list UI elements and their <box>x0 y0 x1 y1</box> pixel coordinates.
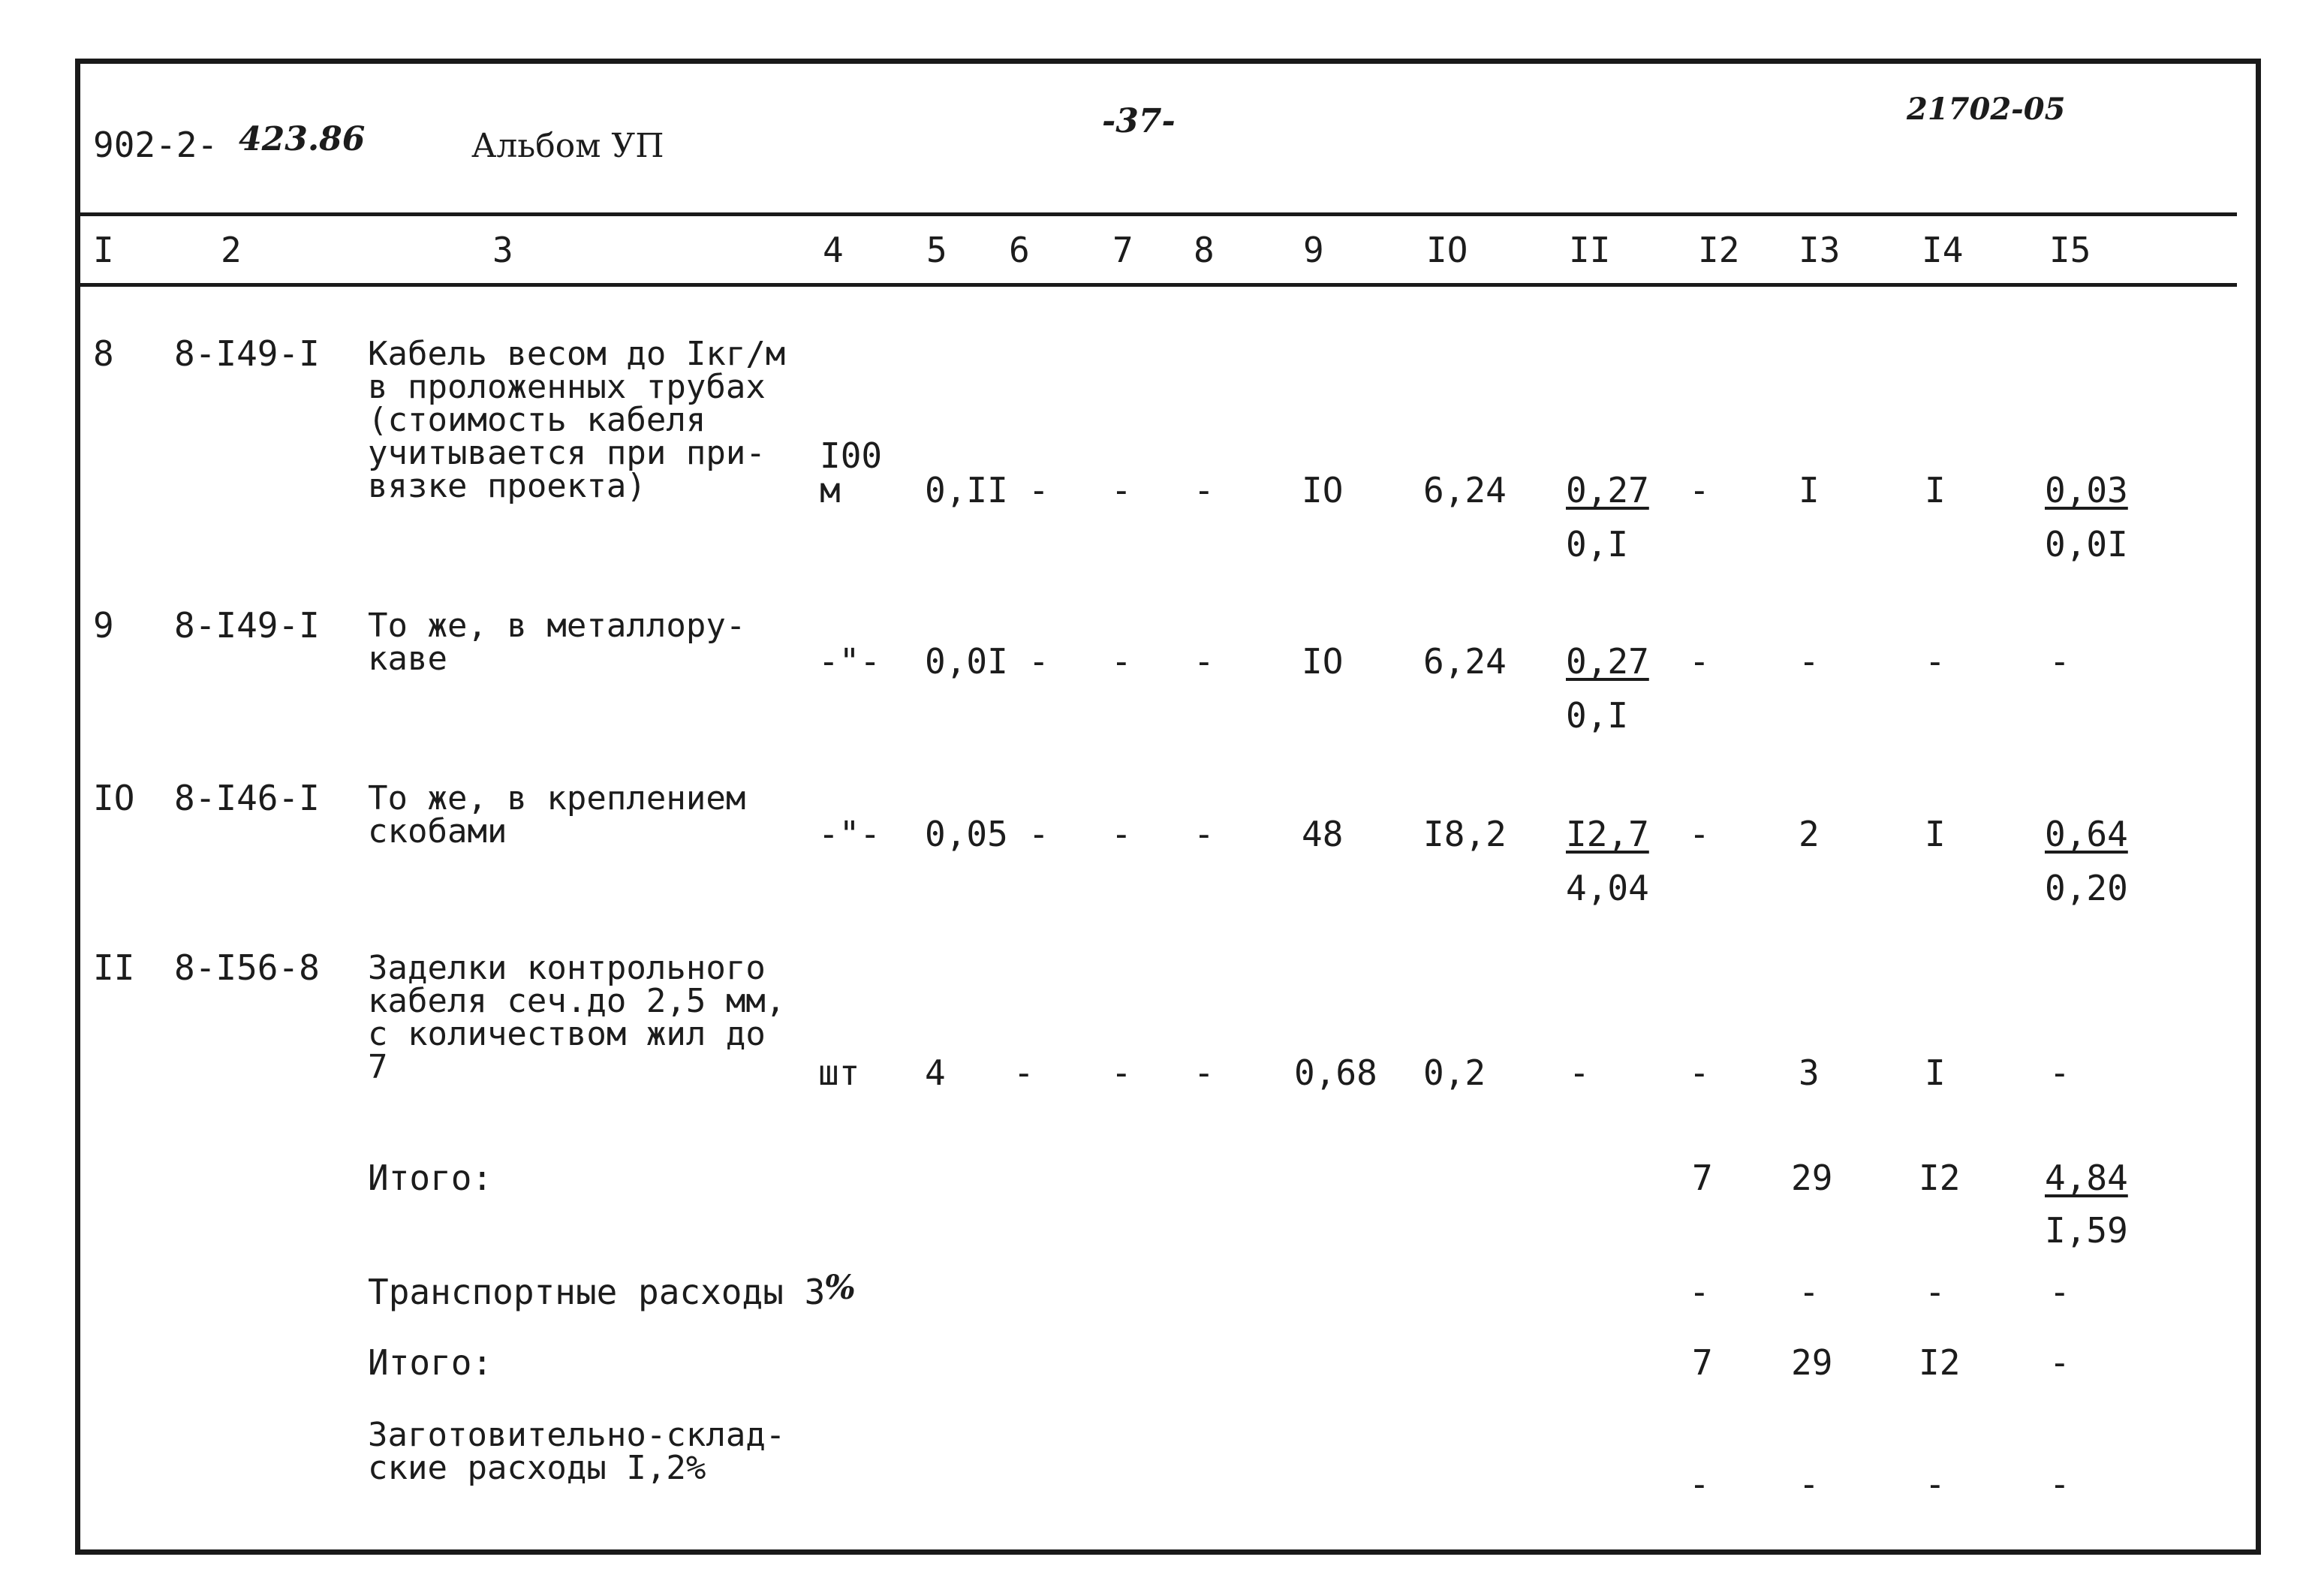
doc-number-handwritten: 423.86 <box>239 120 366 158</box>
rate-code: 8-I46-I <box>174 778 320 818</box>
column-header: 8 <box>1194 230 1215 270</box>
col-12: - <box>1689 1052 1710 1093</box>
col-11: - <box>1569 1052 1590 1093</box>
col-13: 2 <box>1799 814 1820 854</box>
col-13: 29 <box>1791 1342 1833 1383</box>
col-12: - <box>1689 1272 1710 1312</box>
quantity: 4 <box>925 1052 946 1093</box>
col-9: 0,68 <box>1294 1052 1377 1093</box>
col-13: 29 <box>1791 1158 1833 1198</box>
doc-number-prefix: 902-2- <box>93 125 218 165</box>
row-number: 9 <box>93 605 114 646</box>
col-14: I2 <box>1919 1158 1961 1198</box>
album-title: Альбом УП <box>471 127 664 165</box>
col-8: - <box>1194 1052 1215 1093</box>
col-10: 6,24 <box>1423 470 1507 510</box>
col-15-bottom: I,59 <box>2045 1210 2128 1251</box>
work-description: То же, в металлору- каве <box>368 607 746 678</box>
col-10: I8,2 <box>1423 814 1507 854</box>
column-header: I <box>93 230 114 270</box>
row-number: 8 <box>93 333 114 374</box>
col-15-top: 4,84 <box>2045 1158 2128 1198</box>
col-15: - <box>2049 1272 2070 1312</box>
col-6: - <box>1028 641 1049 682</box>
col-15-bottom: 0,0I <box>2045 524 2128 565</box>
col-7: - <box>1111 641 1132 682</box>
col-8: - <box>1194 641 1215 682</box>
col-12: - <box>1689 641 1710 682</box>
unit-top: I00 <box>820 435 883 476</box>
col-14: I <box>1925 470 1946 510</box>
col-15: - <box>2049 1464 2070 1504</box>
col-14: I <box>1925 814 1946 854</box>
col-9: 48 <box>1302 814 1344 854</box>
unit-bottom: м <box>820 470 841 510</box>
col-14: - <box>1925 1464 1946 1504</box>
col-13: I <box>1799 470 1820 510</box>
col-13: - <box>1799 1464 1820 1504</box>
header-rule-top <box>75 212 2237 216</box>
col-10: 0,2 <box>1423 1052 1486 1093</box>
unit: шт <box>818 1052 860 1093</box>
percent-handwritten: % <box>824 1269 856 1307</box>
col-12: 7 <box>1692 1158 1713 1198</box>
col-14: - <box>1925 641 1946 682</box>
col-11-top: I2,7 <box>1566 814 1649 854</box>
col-6: - <box>1028 814 1049 854</box>
col-8: - <box>1194 470 1215 510</box>
work-description: То же, в креплением скобами <box>368 779 746 851</box>
col-13: 3 <box>1799 1052 1820 1093</box>
column-header: 2 <box>221 230 242 270</box>
column-header: 9 <box>1303 230 1324 270</box>
col-7: - <box>1111 814 1132 854</box>
col-6: - <box>1028 470 1049 510</box>
col-7: - <box>1111 1052 1132 1093</box>
col-8: - <box>1194 814 1215 854</box>
header-rule-bottom <box>75 283 2237 287</box>
column-header: I3 <box>1799 230 1841 270</box>
col-12: - <box>1689 1464 1710 1504</box>
rate-code: 8-I49-I <box>174 333 320 374</box>
col-15-top: 0,03 <box>2045 470 2128 510</box>
col-15-bottom: 0,20 <box>2045 868 2128 908</box>
col-10: 6,24 <box>1423 641 1507 682</box>
col-11-bottom: 4,04 <box>1566 868 1649 908</box>
col-11-bottom: 0,I <box>1566 695 1629 736</box>
col-14: I2 <box>1919 1342 1961 1383</box>
rate-code: 8-I56-8 <box>174 947 320 988</box>
column-header: I2 <box>1698 230 1740 270</box>
col-12: - <box>1689 470 1710 510</box>
column-header: 4 <box>823 230 844 270</box>
col-12: 7 <box>1692 1342 1713 1383</box>
col-11-top: 0,27 <box>1566 470 1649 510</box>
row-number: II <box>93 947 135 988</box>
quantity: 0,II <box>925 470 1008 510</box>
column-header: I5 <box>2049 230 2091 270</box>
rate-code: 8-I49-I <box>174 605 320 646</box>
totals-label: Итого: <box>368 1158 493 1198</box>
col-6: - <box>1013 1052 1034 1093</box>
col-14: - <box>1925 1272 1946 1312</box>
col-15: - <box>2049 1052 2070 1093</box>
col-11-bottom: 0,I <box>1566 524 1629 565</box>
row-number: IO <box>93 778 135 818</box>
col-9: IO <box>1302 641 1344 682</box>
work-description: Заделки контрольного кабеля сеч.до 2,5 мм, с количеством жил до 7 <box>368 949 786 1086</box>
unit: -"- <box>818 814 881 854</box>
column-header: 3 <box>492 230 513 270</box>
column-header: II <box>1569 230 1611 270</box>
col-15-top: 0,64 <box>2045 814 2128 854</box>
column-header: IO <box>1426 230 1468 270</box>
column-header: I4 <box>1922 230 1964 270</box>
col-7: - <box>1111 470 1132 510</box>
col-15: - <box>2049 641 2070 682</box>
col-13: - <box>1799 1272 1820 1312</box>
totals-label: Итого: <box>368 1342 493 1383</box>
col-11-top: 0,27 <box>1566 641 1649 682</box>
col-12: - <box>1689 814 1710 854</box>
column-header: 5 <box>926 230 947 270</box>
col-9: IO <box>1302 470 1344 510</box>
totals-label: Заготовительно-склад- ские расходы I,2% <box>368 1416 786 1487</box>
column-header: 7 <box>1112 230 1133 270</box>
quantity: 0,05 <box>925 814 1008 854</box>
col-13: - <box>1799 641 1820 682</box>
document-code: 21702-05 <box>1907 92 2066 127</box>
column-header: 6 <box>1009 230 1030 270</box>
page-number: -37- <box>1102 102 1176 140</box>
quantity: 0,0I <box>925 641 1008 682</box>
totals-label: Транспортные расходы 3 <box>368 1272 826 1312</box>
col-14: I <box>1925 1052 1946 1093</box>
unit: -"- <box>818 641 881 682</box>
col-15: - <box>2049 1342 2070 1383</box>
work-description: Кабель весом до Iкг/м в проложенных трубах (стоимость кабеля учитывается при при- вязке проекта) <box>368 335 786 505</box>
